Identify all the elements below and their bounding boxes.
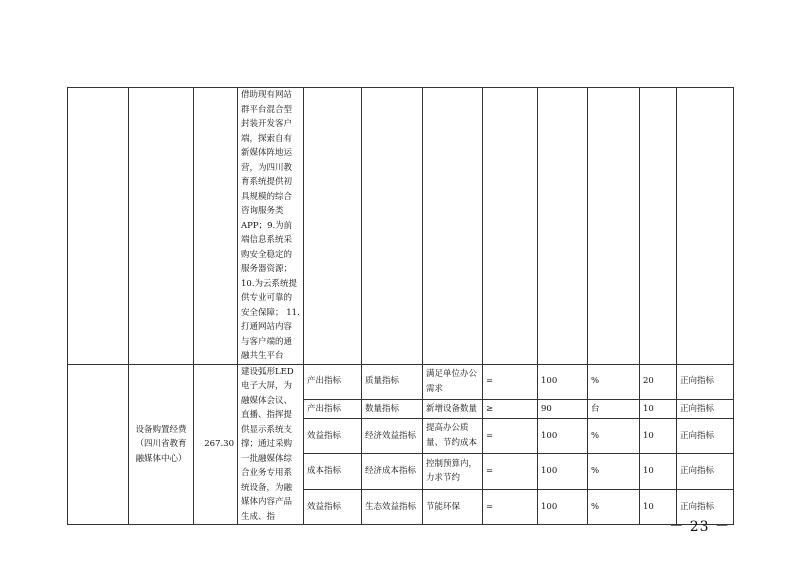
indicator-value: 100 [538,454,588,489]
indicator-operator: = [483,418,538,453]
indicator-direction: 正向指标 [677,364,734,399]
empty-cell [68,88,129,365]
empty-cell [677,88,734,365]
indicator-weight: 10 [640,399,677,418]
indicator-name: 节能环保 [423,489,483,524]
indicator-unit: % [588,454,640,489]
indicator-unit: % [588,489,640,524]
empty-cell [538,88,588,365]
performance-indicator-table [67,87,734,525]
project-amount: 267.30 [204,439,234,449]
indicator-name: 新增设备数量 [423,399,483,418]
empty-cell [423,88,483,365]
level1-indicator: 效益指标 [304,489,362,524]
indicator-direction: 正向指标 [677,489,734,524]
project-name-cell [129,364,194,525]
level2-indicator: 经济成本指标 [362,454,423,489]
page-number: － 23 － [669,519,730,535]
level1-indicator: 产出指标 [304,364,362,399]
level2-indicator: 生态效益指标 [362,489,423,524]
empty-cell [640,88,677,365]
lower-description-cell [238,364,304,525]
empty-cell [362,88,423,365]
indicator-operator: = [483,364,538,399]
indicator-operator: = [483,489,538,524]
project-amount-cell [194,364,238,525]
indicator-operator: = [483,454,538,489]
empty-cell [194,88,238,365]
indicator-weight: 10 [640,489,677,524]
lower-description-text: 建设弧形LED电子大屏，为融媒体会议、直播、指挥提供显示系统支撑；通过采购一批融媒体综合业务专用系统设备，为融媒体内容产品生成、指 [241,366,294,522]
empty-cell [304,88,362,365]
indicator-unit: % [588,364,640,399]
indicator-value: 100 [538,364,588,399]
upper-description-cell [238,88,304,365]
empty-cell [588,88,640,365]
empty-cell [129,88,194,365]
level2-indicator: 质量指标 [362,364,423,399]
indicator-weight: 10 [640,454,677,489]
indicator-unit: 台 [588,399,640,418]
indicator-weight: 20 [640,364,677,399]
level2-indicator: 数量指标 [362,399,423,418]
indicator-direction: 正向指标 [677,399,734,418]
indicator-unit: % [588,418,640,453]
indicator-weight: 10 [640,418,677,453]
indicator-direction: 正向指标 [677,454,734,489]
indicator-operator: ≥ [483,399,538,418]
indicator-name: 控制预算内，力求节约 [423,454,483,489]
empty-cell [68,364,129,525]
level2-indicator: 经济效益指标 [362,418,423,453]
table-row [68,364,734,399]
indicator-name: 满足单位办公需求 [423,364,483,399]
indicator-direction: 正向指标 [677,418,734,453]
level1-indicator: 产出指标 [304,399,362,418]
indicator-value: 100 [538,489,588,524]
upper-description-text: 借助现有网站群平台混合型封装开发客户端，探索自有新媒体阵地运营，为四川教育系统提供初具规模的综合咨询服务类APP；9.为前端信息系统采购安全稳定的服务器资源；10.为云系统提供专业可靠的安全保障； 11.打通网站内容与客户端的通融共生平台 [241,90,300,361]
project-name: 设备购置经费（四川省教育融媒体中心） [135,424,187,464]
level1-indicator: 效益指标 [304,418,362,453]
table-row-continued-description [68,88,734,365]
indicator-value: 100 [538,418,588,453]
empty-cell [483,88,538,365]
indicator-name: 提高办公质量、节约成本 [423,418,483,453]
level1-indicator: 成本指标 [304,454,362,489]
indicator-value: 90 [538,399,588,418]
